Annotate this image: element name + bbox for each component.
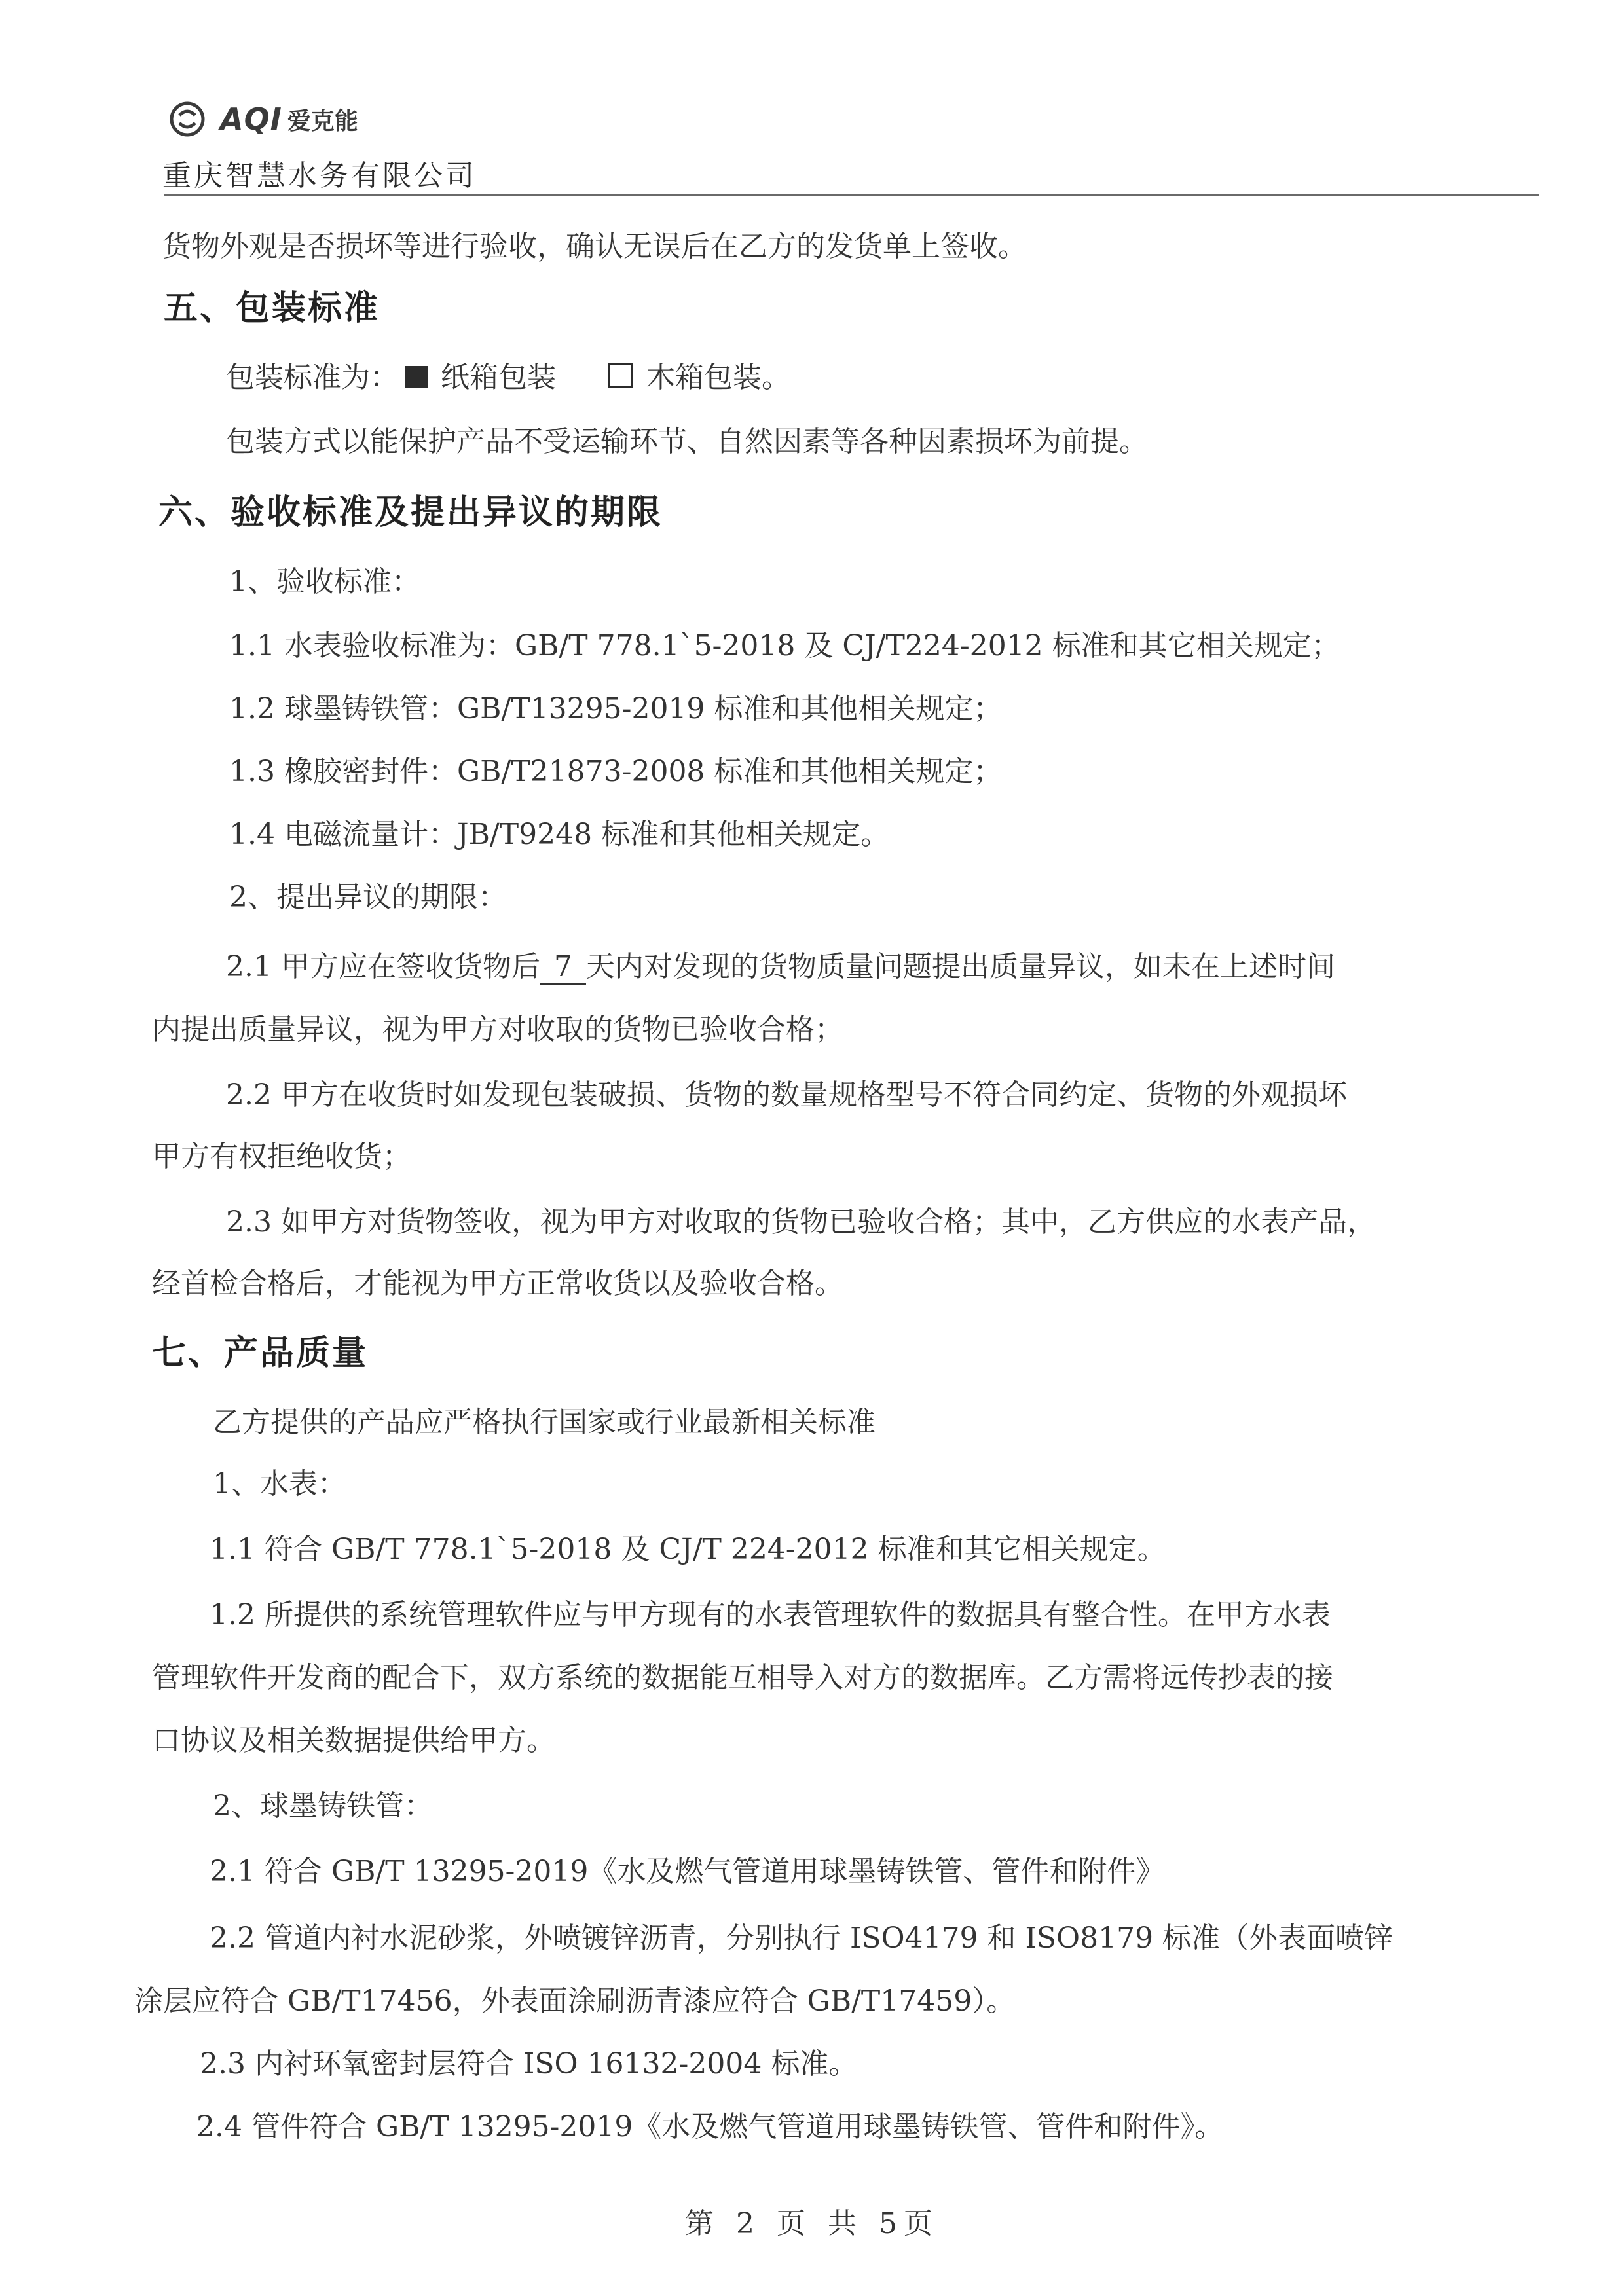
text-line: 2.2 管道内衬水泥砂浆，外喷镀锌沥青，分别执行 ISO4179 和 ISO8179 标准（外表面喷锌	[210, 1922, 1393, 1955]
text-line	[226, 943, 1335, 985]
logo-icon	[169, 101, 206, 137]
packaging-option-carton: 纸箱包装	[441, 361, 556, 394]
page-number: 第 2 页 共 5页	[685, 2207, 939, 2240]
text-line: 管理软件开发商的配合下，双方系统的数据能互相导入对方的数据库。乙方需将远传抄表的接	[152, 1661, 1333, 1694]
text-line: 经首检合格后，才能视为甲方正常收货以及验收合格。	[152, 1267, 843, 1300]
text-line: 2、球墨铸铁管：	[213, 1789, 433, 1823]
text-line: 1.3 橡胶密封件：GB/T21873-2008 标准和其他相关规定；	[229, 755, 1003, 788]
text-line: 乙方提供的产品应严格执行国家或行业最新相关标准	[213, 1406, 876, 1439]
text-line: 涂层应符合 GB/T17456，外表面涂刷沥青漆应符合 GB/T17459）。	[134, 1984, 1016, 2018]
company-name: 重庆智慧水务有限公司	[162, 159, 477, 192]
section-heading-5: 五、包装标准	[164, 289, 380, 328]
text-line: 2.4 管件符合 GB/T 13295-2019《水及燃气管道用球墨铸铁管、管件和附件》。	[196, 2110, 1224, 2143]
text-line: 1.2 所提供的系统管理软件应与甲方现有的水表管理软件的数据具有整合性。在甲方水表	[210, 1598, 1331, 1631]
text-segment: 2.1 甲方应在签收货物后	[226, 950, 540, 983]
text-line: 货物外观是否损坏等进行验收，确认无误后在乙方的发货单上签收。	[162, 230, 1027, 263]
section-heading-7: 七、产品质量	[152, 1334, 369, 1373]
text-line: 1.1 水表验收标准为：GB/T 778.1`5-2018 及 CJ/T224-2012 标准和其它相关规定；	[229, 629, 1340, 663]
packaging-options-line	[226, 354, 790, 395]
text-line: 1、验收标准：	[229, 565, 420, 598]
logo-text: AQI	[220, 101, 282, 137]
text-line: 2.2 甲方在收货时如发现包装破损、货物的数量规格型号不符合同约定、货物的外观损坏	[226, 1078, 1347, 1112]
logo-chinese-text: 爱克能	[287, 107, 358, 135]
text-line: 2.3 内衬环氧密封层符合 ISO 16132-2004 标准。	[200, 2047, 858, 2081]
header-divider	[164, 194, 1539, 196]
text-line: 1、水表：	[213, 1467, 346, 1501]
text-line: 1.1 符合 GB/T 778.1`5-2018 及 CJ/T 224-2012 标准和其它相关规定。	[210, 1533, 1166, 1566]
packaging-option-wooden: 木箱包装。	[646, 361, 790, 394]
packaging-prefix: 包装标准为：	[226, 361, 399, 394]
text-line: 内提出质量异议，视为甲方对收取的货物已验收合格；	[152, 1013, 843, 1046]
filled-blank-days: 7	[540, 950, 586, 985]
unchecked-checkbox-icon	[608, 363, 633, 388]
text-line: 口协议及相关数据提供给甲方。	[152, 1724, 555, 1757]
text-line: 1.4 电磁流量计：JB/T9248 标准和其他相关规定。	[229, 818, 890, 851]
text-line: 包装方式以能保护产品不受运输环节、自然因素等各种因素损坏为前提。	[226, 425, 1148, 458]
company-logo	[169, 100, 358, 139]
text-line: 1.2 球墨铸铁管：GB/T13295-2019 标准和其他相关规定；	[229, 692, 1003, 725]
text-line: 2.1 符合 GB/T 13295-2019《水及燃气管道用球墨铸铁管、管件和附件》	[210, 1855, 1165, 1888]
section-heading-6: 六、验收标准及提出异议的期限	[158, 493, 663, 532]
checked-checkbox-icon	[405, 366, 428, 388]
text-line: 2、提出异议的期限：	[229, 881, 507, 914]
text-line: 甲方有权拒绝收货；	[152, 1140, 411, 1173]
text-segment: 天内对发现的货物质量问题提出质量异议，如未在上述时间	[585, 950, 1335, 983]
text-line: 2.3 如甲方对货物签收，视为甲方对收取的货物已验收合格；其中，乙方供应的水表产品，	[226, 1205, 1376, 1239]
